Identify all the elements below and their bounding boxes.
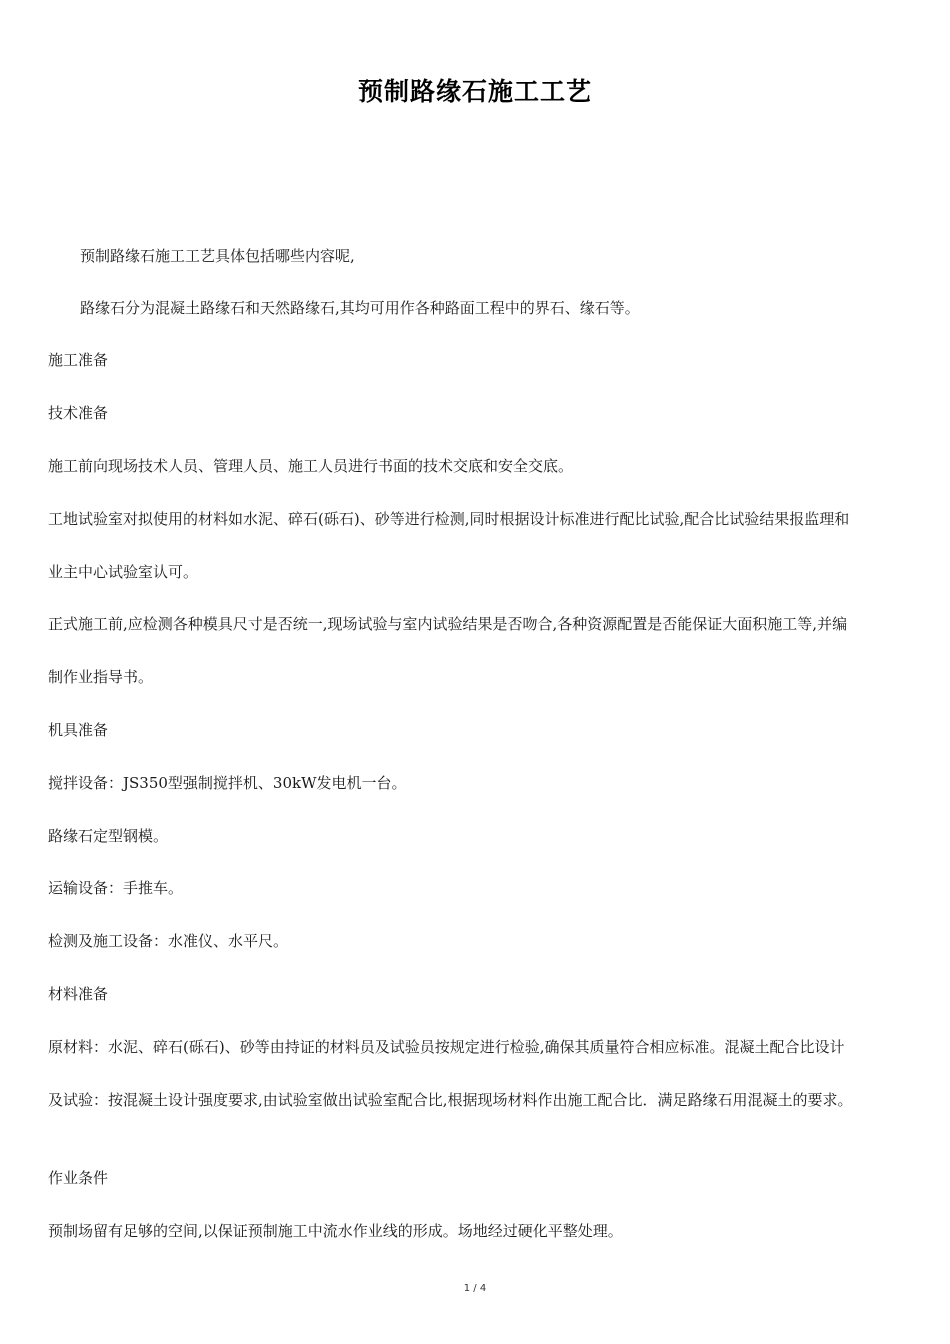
paragraph-survey-equipment: 检测及施工设备：水准仪、水平尺。 (48, 932, 289, 950)
document-title: 预制路缘石施工工艺 (357, 77, 592, 106)
subheading-equipment-prep: 机具准备 (48, 721, 109, 739)
paragraph-technical-briefing: 施工前向现场技术人员、管理人员、施工人员进行书面的技术交底和安全交底。 (48, 457, 574, 475)
paragraph-raw-materials-line1: 原材料：水泥、碎石(砾石)、砂等由持证的材料员及试验员按规定进行检验,确保其质量符合相应标准。混凝土配合比设计 (48, 1038, 845, 1056)
paragraph-lab-testing-line2: 业主中心试验室认可。 (48, 563, 199, 581)
paragraph-lab-testing-line1: 工地试验室对拟使用的材料如水泥、碎石(砾石)、砂等进行检测,同时根据设计标准进行配比试验,配合比试验结果报监理和 (48, 510, 850, 528)
intro-definition: 路缘石分为混凝土路缘石和天然路缘石,其均可用作各种路面工程中的界石、缘石等。 (80, 299, 640, 317)
paragraph-mold-check-line1: 正式施工前,应检测各种模具尺寸是否统一,现场试验与室内试验结果是否吻合,各种资源配置是否能保证大面积施工等,并编 (48, 615, 848, 633)
intro-question: 预制路缘石施工工艺具体包括哪些内容呢, (80, 247, 355, 265)
page-indicator: 1 / 4 (463, 1283, 487, 1294)
paragraph-mixing-equipment: 搅拌设备：JS350型强制搅拌机、30kW发电机一台。 (48, 774, 407, 792)
section-heading-work-conditions: 作业条件 (48, 1169, 109, 1187)
section-heading-construction-prep: 施工准备 (48, 351, 109, 369)
paragraph-raw-materials-line2: 及试验：按混凝土设计强度要求,由试验室做出试验室配合比,根据现场材料作出施工配合比．满足路缘石用混凝土的要求。 (48, 1091, 853, 1109)
paragraph-transport-equipment: 运输设备：手推车。 (48, 879, 184, 897)
paragraph-precast-yard: 预制场留有足够的空间,以保证预制施工中流水作业线的形成。场地经过硬化平整处理。 (48, 1222, 623, 1240)
paragraph-mold-check-line2: 制作业指导书。 (48, 668, 154, 686)
subheading-material-prep: 材料准备 (48, 985, 109, 1003)
subheading-technical-prep: 技术准备 (48, 404, 109, 422)
paragraph-steel-mold: 路缘石定型钢模。 (48, 827, 169, 845)
